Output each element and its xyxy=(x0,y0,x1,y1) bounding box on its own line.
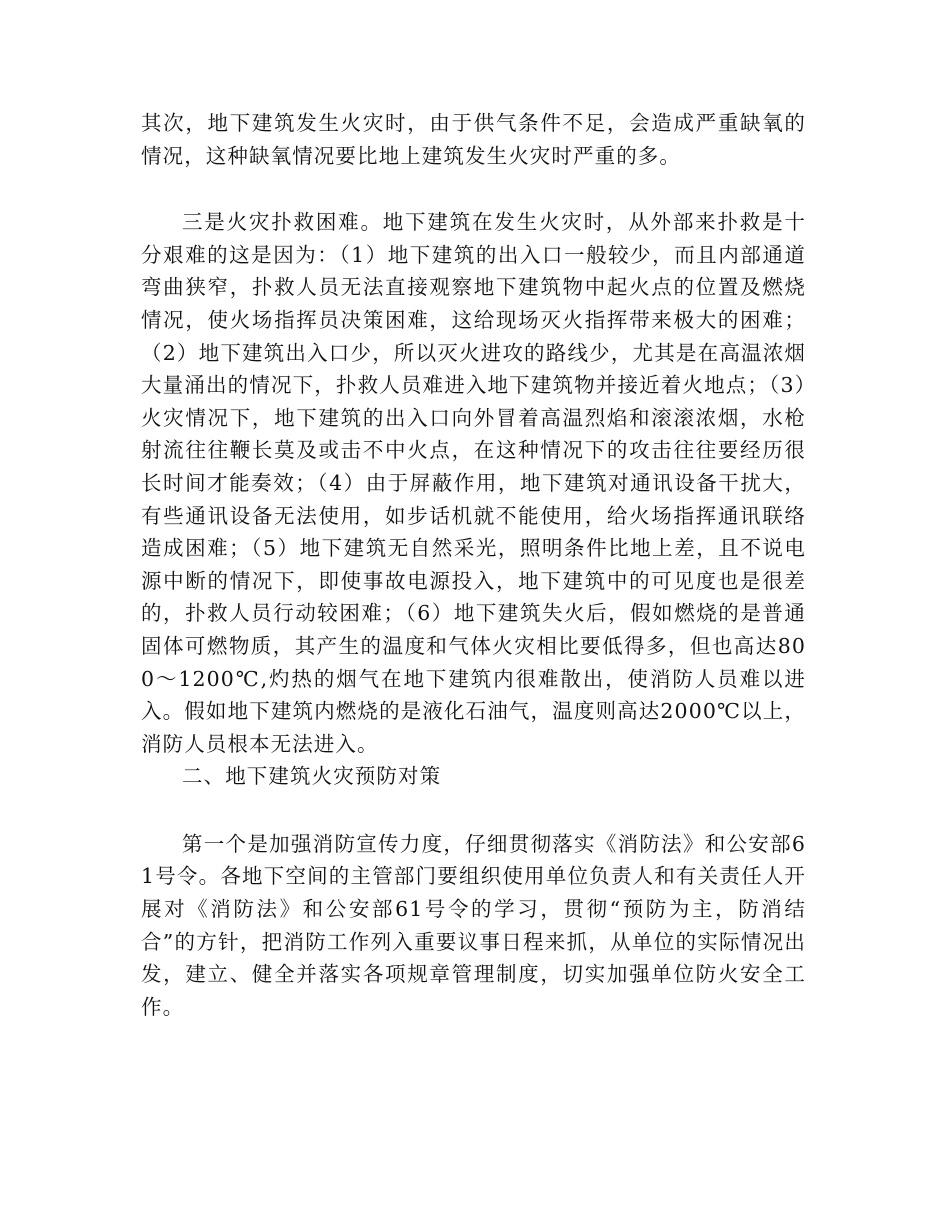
paragraph-oxygen-deficiency: 其次，地下建筑发生火灾时，由于供气条件不足，会造成严重缺氧的情况，这种缺氧情况要比地上建筑发生火灾时严重的多。 xyxy=(141,111,806,168)
section-heading: 二、地下建筑火灾预防对策 xyxy=(182,764,442,789)
document-body xyxy=(141,107,806,1023)
paragraph-firefighting-difficulty: 三是火灾扑救困难。地下建筑在发生火灾时，从外部来扑救是十分艰难的这是因为：（1）地下建筑的出入口一般较少，而且内部通道弯曲狭窄，扑救人员无法直接观察地下建筑物中起火点的位置及燃烧情况，使火场指挥员决策困难，这给现场灭火指挥带来极大的困难；（2）地下建筑出入口少，所以灭火进攻的路线少，尤其是在高温浓烟大量涌出的情况下，扑救人员难进入地下建筑物并接近着火地点；（3）火灾情况下，地下建筑的出入口向外冒着高温烈焰和滚滚浓烟，水枪射流往往鞭长莫及或击不中火点，在这种情况下的攻击往往要经历很长时间才能奏效；（4）由于屏蔽作用，地下建筑对通讯设备干扰大，有些通讯设备无法使用，如步话机就不能使用，给火场指挥通讯联络造成困难；（5）地下建筑无自然采光，照明条件比地上差，且不说电源中断的情况下，即使事故电源投入，地下建筑中的可见度也是很差的，扑救人员行动较困难；（6）地下建筑失火后，假如燃烧的是普通固体可燃物质，其产生的温度和气体火灾相比要低得多，但也高达800～1200℃,灼热的烟气在地下建筑内很难散出，使消防人员难以进入。假如地下建筑内燃烧的是液化石油气，温度则高达2000℃以上，消防人员根本无法进入。 xyxy=(141,210,806,756)
paragraph-fire-prevention-publicity: 第一个是加强消防宣传力度，仔细贯彻落实《消防法》和公安部61号令。各地下空间的主管部门要组织使用单位负责人和有关责任人开展对《消防法》和公安部61号令的学习，贯彻“预防为主，防消结合”的方针，把消防工作列入重要议事日程来抓，从单位的实际情况出发，建立、健全并落实各项规章管理制度，切实加强单位防火安全工作。 xyxy=(141,831,806,1019)
